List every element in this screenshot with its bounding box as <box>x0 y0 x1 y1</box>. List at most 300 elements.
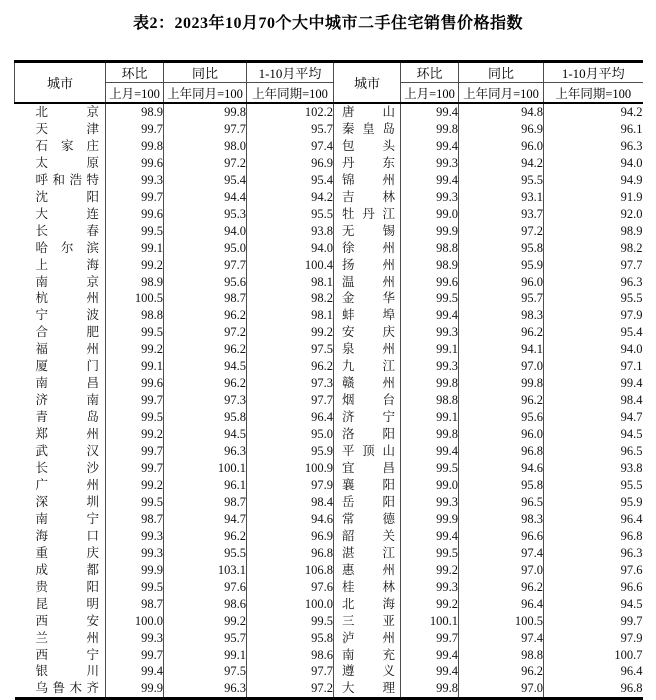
city-cell <box>334 494 401 511</box>
mom-value-cell: 99.5 <box>401 290 459 307</box>
table-row <box>15 155 643 172</box>
city-cell <box>334 579 401 596</box>
price-index-table <box>14 60 643 700</box>
table-row <box>15 103 643 121</box>
city-name: 石家庄 <box>35 138 99 153</box>
city-name: 锦州 <box>342 172 395 187</box>
avg-value-cell: 99.4 <box>544 375 643 392</box>
yoy-value-cell: 98.7 <box>164 290 247 307</box>
city-cell <box>15 257 106 274</box>
yoy-value-cell: 97.0 <box>459 358 544 375</box>
mom-value-cell: 99.3 <box>401 358 459 375</box>
city-cell <box>334 426 401 443</box>
yoy-value-cell: 97.7 <box>164 257 247 274</box>
city-cell <box>15 223 106 240</box>
mom-value-cell: 99.4 <box>401 528 459 545</box>
table-row <box>15 223 643 240</box>
yoy-value-cell: 96.2 <box>164 528 247 545</box>
yoy-value-cell: 100.5 <box>459 613 544 630</box>
city-name: 烟台 <box>342 393 395 408</box>
avg-value-cell: 99.7 <box>544 613 643 630</box>
city-name: 吉林 <box>342 189 395 204</box>
avg-value-cell: 94.0 <box>544 341 643 358</box>
avg-value-cell: 97.6 <box>247 579 334 596</box>
yoy-value-cell: 96.2 <box>459 579 544 596</box>
table-row <box>15 121 643 138</box>
city-name: 泸州 <box>342 630 395 645</box>
avg-value-cell: 98.4 <box>247 494 334 511</box>
yoy-value-cell: 94.5 <box>164 426 247 443</box>
city-name: 天津 <box>35 121 99 136</box>
city-cell <box>15 663 106 680</box>
city-cell <box>15 189 106 206</box>
yoy-value-cell: 97.0 <box>459 562 544 579</box>
avg-value-cell: 95.4 <box>247 172 334 189</box>
city-name: 西宁 <box>35 647 99 662</box>
table-row <box>15 630 643 647</box>
city-name: 安庆 <box>342 325 395 340</box>
yoy-value-cell: 94.2 <box>459 155 544 172</box>
city-name: 大连 <box>35 206 99 221</box>
yoy-value-cell: 98.8 <box>459 647 544 664</box>
city-name: 银川 <box>35 664 99 679</box>
yoy-value-cell: 96.0 <box>459 426 544 443</box>
mom-value-cell: 98.9 <box>106 103 164 121</box>
mom-value-cell: 100.5 <box>106 290 164 307</box>
avg-value-cell: 102.2 <box>247 103 334 121</box>
table-row <box>15 680 643 698</box>
city-name: 宜昌 <box>342 461 395 476</box>
avg-value-cell: 95.9 <box>247 443 334 460</box>
header-mom-sub-right: 上月=100 <box>401 83 459 104</box>
city-cell <box>334 460 401 477</box>
yoy-value-cell: 99.8 <box>459 375 544 392</box>
yoy-value-cell: 96.2 <box>164 307 247 324</box>
city-cell <box>334 409 401 426</box>
city-cell <box>334 257 401 274</box>
city-cell <box>334 630 401 647</box>
table-row <box>15 274 643 291</box>
avg-value-cell: 96.4 <box>544 511 643 528</box>
yoy-value-cell: 97.5 <box>164 663 247 680</box>
yoy-value-cell: 96.2 <box>164 341 247 358</box>
mom-value-cell: 99.0 <box>401 477 459 494</box>
mom-value-cell: 98.7 <box>106 596 164 613</box>
table-row <box>15 358 643 375</box>
table-row <box>15 257 643 274</box>
city-name: 南京 <box>35 274 99 289</box>
city-cell <box>334 647 401 664</box>
avg-value-cell: 98.1 <box>247 307 334 324</box>
yoy-value-cell: 96.0 <box>459 274 544 291</box>
avg-value-cell: 96.9 <box>247 528 334 545</box>
mom-value-cell: 99.7 <box>106 392 164 409</box>
city-name: 温州 <box>342 274 395 289</box>
mom-value-cell: 99.4 <box>106 663 164 680</box>
city-name: 西安 <box>35 613 99 628</box>
avg-value-cell: 94.6 <box>247 511 334 528</box>
avg-value-cell: 94.2 <box>544 103 643 121</box>
avg-value-cell: 96.4 <box>544 663 643 680</box>
yoy-value-cell: 103.1 <box>164 562 247 579</box>
avg-value-cell: 97.5 <box>247 341 334 358</box>
avg-value-cell: 93.8 <box>247 223 334 240</box>
city-cell <box>334 613 401 630</box>
mom-value-cell: 99.7 <box>106 189 164 206</box>
table-row <box>15 494 643 511</box>
city-cell <box>334 680 401 698</box>
mom-value-cell: 99.6 <box>106 375 164 392</box>
yoy-value-cell: 97.6 <box>164 579 247 596</box>
avg-value-cell: 97.1 <box>544 358 643 375</box>
city-name: 南充 <box>342 647 395 662</box>
city-name: 常德 <box>342 511 395 526</box>
mom-value-cell: 100.1 <box>401 613 459 630</box>
yoy-value-cell: 97.4 <box>459 630 544 647</box>
city-name: 无锡 <box>342 223 395 238</box>
mom-value-cell: 99.2 <box>106 426 164 443</box>
table-row <box>15 663 643 680</box>
avg-value-cell: 94.5 <box>544 426 643 443</box>
city-cell <box>15 426 106 443</box>
mom-value-cell: 100.0 <box>106 613 164 630</box>
mom-value-cell: 99.3 <box>106 630 164 647</box>
yoy-value-cell: 94.7 <box>164 511 247 528</box>
city-cell <box>15 290 106 307</box>
mom-value-cell: 99.2 <box>401 596 459 613</box>
city-cell <box>15 274 106 291</box>
yoy-value-cell: 97.3 <box>164 392 247 409</box>
avg-value-cell: 97.3 <box>247 375 334 392</box>
mom-value-cell: 99.3 <box>106 528 164 545</box>
city-name: 赣州 <box>342 376 395 391</box>
avg-value-cell: 96.6 <box>544 579 643 596</box>
table-row <box>15 375 643 392</box>
city-name: 包头 <box>342 138 395 153</box>
city-cell <box>15 307 106 324</box>
yoy-value-cell: 95.6 <box>459 409 544 426</box>
city-cell <box>334 477 401 494</box>
mom-value-cell: 99.4 <box>401 172 459 189</box>
yoy-value-cell: 96.9 <box>459 121 544 138</box>
yoy-value-cell: 96.2 <box>459 392 544 409</box>
avg-value-cell: 96.4 <box>247 409 334 426</box>
avg-value-cell: 98.9 <box>544 223 643 240</box>
avg-value-cell: 100.9 <box>247 460 334 477</box>
avg-value-cell: 96.3 <box>544 545 643 562</box>
city-name: 青岛 <box>35 410 99 425</box>
mom-value-cell: 99.5 <box>401 460 459 477</box>
yoy-value-cell: 95.0 <box>164 240 247 257</box>
city-cell <box>334 511 401 528</box>
city-name: 南昌 <box>35 376 99 391</box>
city-cell <box>334 103 401 121</box>
table-row <box>15 613 643 630</box>
avg-value-cell: 96.8 <box>247 545 334 562</box>
yoy-value-cell: 94.5 <box>164 358 247 375</box>
city-name: 宁波 <box>35 308 99 323</box>
mom-value-cell: 99.5 <box>401 545 459 562</box>
yoy-value-cell: 97.0 <box>459 680 544 698</box>
mom-value-cell: 98.8 <box>106 307 164 324</box>
city-name: 杭州 <box>35 291 99 306</box>
table-row <box>15 206 643 223</box>
mom-value-cell: 99.2 <box>401 562 459 579</box>
city-name: 济宁 <box>342 410 395 425</box>
mom-value-cell: 99.4 <box>401 663 459 680</box>
city-name: 泉州 <box>342 342 395 357</box>
city-cell <box>15 409 106 426</box>
avg-value-cell: 96.1 <box>544 121 643 138</box>
header-yoy-right: 同比 <box>459 62 544 83</box>
mom-value-cell: 99.7 <box>106 121 164 138</box>
avg-value-cell: 95.7 <box>247 121 334 138</box>
city-name: 深圳 <box>35 494 99 509</box>
header-mom-left: 环比 <box>106 62 164 83</box>
yoy-value-cell: 95.6 <box>164 274 247 291</box>
avg-value-cell: 94.2 <box>247 189 334 206</box>
avg-value-cell: 95.8 <box>247 630 334 647</box>
table-row <box>15 443 643 460</box>
city-cell <box>15 324 106 341</box>
city-name: 合肥 <box>35 325 99 340</box>
table-row <box>15 392 643 409</box>
mom-value-cell: 99.0 <box>401 206 459 223</box>
avg-value-cell: 97.4 <box>247 138 334 155</box>
table-row <box>15 579 643 596</box>
table-row <box>15 596 643 613</box>
city-name: 长春 <box>35 223 99 238</box>
city-cell <box>334 375 401 392</box>
mom-value-cell: 99.9 <box>106 562 164 579</box>
table-row <box>15 528 643 545</box>
yoy-value-cell: 96.3 <box>164 680 247 698</box>
avg-value-cell: 96.8 <box>544 680 643 698</box>
avg-value-cell: 97.9 <box>544 630 643 647</box>
city-name: 南宁 <box>35 511 99 526</box>
table-row <box>15 172 643 189</box>
yoy-value-cell: 99.1 <box>164 647 247 664</box>
mom-value-cell: 99.4 <box>401 138 459 155</box>
city-name: 北京 <box>35 105 99 119</box>
yoy-value-cell: 97.2 <box>164 155 247 172</box>
avg-value-cell: 97.6 <box>544 562 643 579</box>
header-city-right: 城市 <box>334 62 401 104</box>
city-cell <box>334 596 401 613</box>
city-cell <box>15 138 106 155</box>
yoy-value-cell: 94.4 <box>164 189 247 206</box>
avg-value-cell: 106.8 <box>247 562 334 579</box>
mom-value-cell: 99.6 <box>401 274 459 291</box>
header-mom-sub-left: 上月=100 <box>106 83 164 104</box>
avg-value-cell: 96.5 <box>544 443 643 460</box>
city-name: 湛江 <box>342 545 395 560</box>
mom-value-cell: 99.8 <box>401 426 459 443</box>
city-cell <box>334 443 401 460</box>
yoy-value-cell: 95.5 <box>459 172 544 189</box>
mom-value-cell: 99.2 <box>106 477 164 494</box>
mom-value-cell: 99.5 <box>106 223 164 240</box>
table-header <box>15 62 643 104</box>
header-row-base <box>15 83 643 104</box>
city-name: 沈阳 <box>35 189 99 204</box>
avg-value-cell: 92.0 <box>544 206 643 223</box>
mom-value-cell: 99.8 <box>401 680 459 698</box>
city-cell <box>15 579 106 596</box>
header-yoy-left: 同比 <box>164 62 247 83</box>
mom-value-cell: 99.4 <box>401 443 459 460</box>
yoy-value-cell: 96.6 <box>459 528 544 545</box>
avg-value-cell: 97.9 <box>544 307 643 324</box>
avg-value-cell: 95.0 <box>247 426 334 443</box>
yoy-value-cell: 95.8 <box>459 477 544 494</box>
city-cell <box>15 647 106 664</box>
city-name: 郑州 <box>35 427 99 442</box>
yoy-value-cell: 96.2 <box>164 375 247 392</box>
table-row <box>15 511 643 528</box>
city-name: 扬州 <box>342 257 395 272</box>
city-name: 惠州 <box>342 562 395 577</box>
yoy-value-cell: 97.7 <box>164 121 247 138</box>
avg-value-cell: 100.0 <box>247 596 334 613</box>
city-name: 昆明 <box>35 596 99 611</box>
header-city-left: 城市 <box>15 62 106 104</box>
avg-value-cell: 95.4 <box>544 324 643 341</box>
avg-value-cell: 96.3 <box>544 138 643 155</box>
avg-value-cell: 98.1 <box>247 274 334 291</box>
header-avg-sub-right: 上年同期=100 <box>544 83 643 104</box>
city-cell <box>334 663 401 680</box>
city-cell <box>15 511 106 528</box>
city-name: 桂林 <box>342 579 395 594</box>
mom-value-cell: 99.7 <box>106 647 164 664</box>
table-row <box>15 409 643 426</box>
mom-value-cell: 98.9 <box>106 274 164 291</box>
city-cell <box>15 494 106 511</box>
mom-value-cell: 98.7 <box>106 511 164 528</box>
mom-value-cell: 98.9 <box>401 257 459 274</box>
mom-value-cell: 99.5 <box>106 409 164 426</box>
city-cell <box>15 545 106 562</box>
city-cell <box>334 189 401 206</box>
mom-value-cell: 99.4 <box>401 307 459 324</box>
header-yoy-sub-right: 上年同月=100 <box>459 83 544 104</box>
yoy-value-cell: 94.1 <box>459 341 544 358</box>
city-cell <box>15 341 106 358</box>
avg-value-cell: 97.7 <box>247 392 334 409</box>
mom-value-cell: 99.4 <box>401 647 459 664</box>
city-name: 重庆 <box>35 545 99 560</box>
yoy-value-cell: 98.6 <box>164 596 247 613</box>
yoy-value-cell: 98.7 <box>164 494 247 511</box>
table-row <box>15 477 643 494</box>
avg-value-cell: 95.5 <box>544 290 643 307</box>
avg-value-cell: 94.9 <box>544 172 643 189</box>
city-name: 襄阳 <box>342 477 395 492</box>
mom-value-cell: 99.3 <box>401 324 459 341</box>
table-body <box>15 103 643 699</box>
yoy-value-cell: 96.1 <box>164 477 247 494</box>
table-row <box>15 307 643 324</box>
city-cell <box>15 528 106 545</box>
city-cell <box>15 443 106 460</box>
city-cell <box>15 155 106 172</box>
yoy-value-cell: 95.3 <box>164 206 247 223</box>
mom-value-cell: 99.2 <box>106 341 164 358</box>
avg-value-cell: 95.5 <box>247 206 334 223</box>
city-cell <box>15 121 106 138</box>
city-cell <box>15 172 106 189</box>
city-name: 济南 <box>35 393 99 408</box>
table-row <box>15 426 643 443</box>
yoy-value-cell: 94.8 <box>459 103 544 121</box>
yoy-value-cell: 94.6 <box>459 460 544 477</box>
avg-value-cell: 95.9 <box>544 494 643 511</box>
city-cell <box>15 680 106 698</box>
mom-value-cell: 99.9 <box>401 511 459 528</box>
avg-value-cell: 97.2 <box>247 680 334 698</box>
city-cell <box>15 240 106 257</box>
avg-value-cell: 96.3 <box>544 274 643 291</box>
city-cell <box>334 240 401 257</box>
city-name: 金华 <box>342 291 395 306</box>
city-cell <box>334 528 401 545</box>
mom-value-cell: 99.1 <box>106 240 164 257</box>
city-name: 武汉 <box>35 444 99 459</box>
city-cell <box>334 562 401 579</box>
table-row <box>15 324 643 341</box>
mom-value-cell: 99.8 <box>401 375 459 392</box>
avg-value-cell: 93.8 <box>544 460 643 477</box>
yoy-value-cell: 93.7 <box>459 206 544 223</box>
yoy-value-cell: 96.2 <box>459 663 544 680</box>
yoy-value-cell: 97.2 <box>459 223 544 240</box>
mom-value-cell: 99.3 <box>106 545 164 562</box>
city-cell <box>334 392 401 409</box>
yoy-value-cell: 95.8 <box>164 409 247 426</box>
avg-value-cell: 96.9 <box>247 155 334 172</box>
city-cell <box>15 562 106 579</box>
city-name: 北海 <box>342 596 395 611</box>
header-mom-right: 环比 <box>401 62 459 83</box>
table-row <box>15 562 643 579</box>
city-name: 韶关 <box>342 528 395 543</box>
city-cell <box>334 223 401 240</box>
mom-value-cell: 99.6 <box>106 206 164 223</box>
mom-value-cell: 99.8 <box>401 121 459 138</box>
yoy-value-cell: 97.2 <box>164 324 247 341</box>
avg-value-cell: 94.5 <box>544 596 643 613</box>
yoy-value-cell: 93.1 <box>459 189 544 206</box>
page <box>0 10 656 700</box>
header-row-labels <box>15 62 643 83</box>
avg-value-cell: 99.2 <box>247 324 334 341</box>
yoy-value-cell: 98.3 <box>459 307 544 324</box>
avg-value-cell: 94.0 <box>544 155 643 172</box>
avg-value-cell: 100.7 <box>544 647 643 664</box>
mom-value-cell: 99.3 <box>401 155 459 172</box>
city-name: 唐山 <box>342 105 395 119</box>
city-name: 太原 <box>35 155 99 170</box>
table-row <box>15 460 643 477</box>
avg-value-cell: 99.5 <box>247 613 334 630</box>
table-row <box>15 341 643 358</box>
yoy-value-cell: 96.5 <box>459 494 544 511</box>
mom-value-cell: 99.9 <box>401 223 459 240</box>
avg-value-cell: 98.6 <box>247 647 334 664</box>
yoy-value-cell: 96.4 <box>459 596 544 613</box>
yoy-value-cell: 95.7 <box>459 290 544 307</box>
